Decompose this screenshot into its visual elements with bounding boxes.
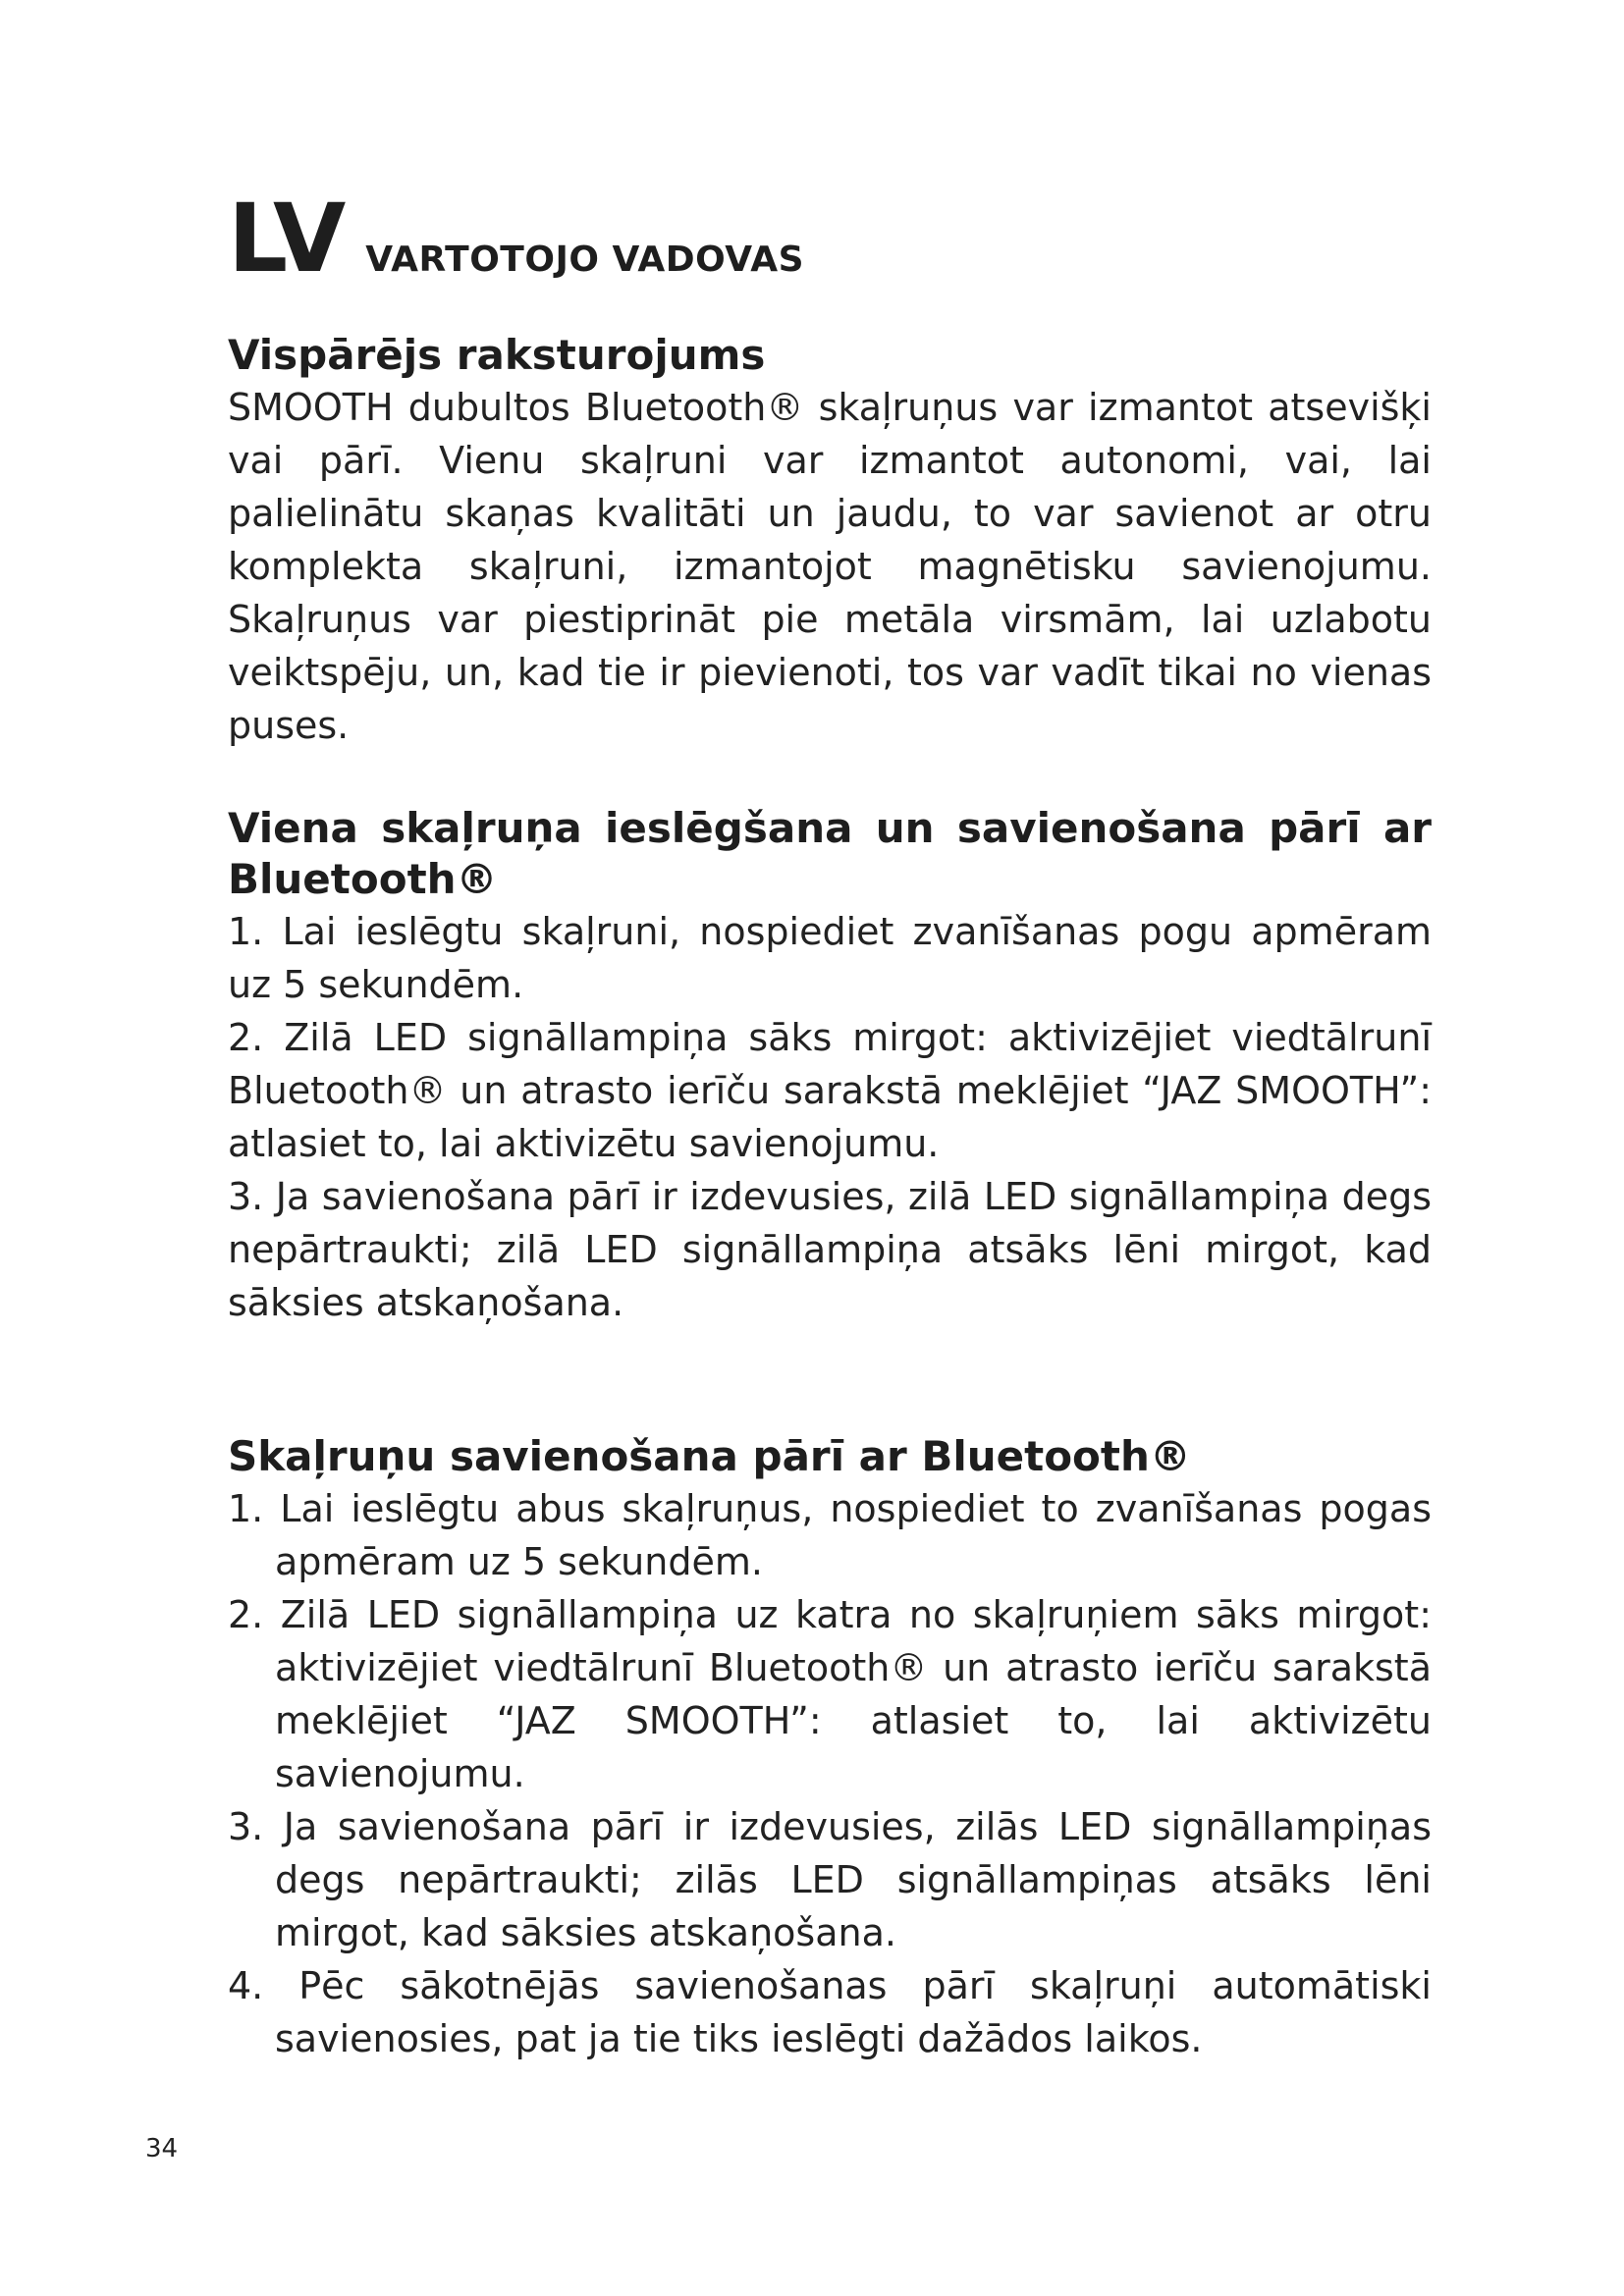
instruction-item: 2. Zilā LED signāllampiņa sāks mirgot: aktivizējiet viedtālrunī Bluetooth® un atrasto ierīču sarakstā meklējiet “JAZ SMOOTH”: atlasiet to, lai aktivizētu savienojumu.: [228, 1016, 1432, 1165]
language-code: LV: [228, 184, 345, 294]
section-general-description: [228, 330, 1432, 752]
instruction-list: [228, 1482, 1432, 2065]
section-dual-speaker-pairing: [228, 1431, 1432, 2065]
instruction-list: [228, 905, 1432, 1329]
instruction-item: 1. Lai ieslēgtu abus skaļruņus, nospiediet to zvanīšanas pogas apmēram uz 5 sekundēm.: [228, 1487, 1432, 1583]
section-heading: Viena skaļruņa ieslēgšana un savienošana pārī ar Bluetooth®: [228, 804, 1432, 903]
page-header: [228, 184, 804, 294]
section-heading: Skaļruņu savienošana pārī ar Bluetooth®: [228, 1432, 1191, 1480]
instruction-item: 3. Ja savienošana pārī ir izdevusies, zilā LED signāllampiņa degs nepārtraukti; zilā LED signāllampiņa atsāks lēni mirgot, kad sāksies atskaņošana.: [228, 1175, 1432, 1324]
instruction-item: 3. Ja savienošana pārī ir izdevusies, zilās LED signāllampiņas degs nepārtraukti; zilās LED signāllampiņas atsāks lēni mirgot, kad sāksies atskaņošana.: [228, 1805, 1432, 1954]
section-body: SMOOTH dubultos Bluetooth® skaļruņus var izmantot atsevišķi vai pārī. Vienu skaļruni var izmantot autonomi, vai, lai palielinātu skaņas kvalitāti un jaudu, to var savienot ar otru komplekta skaļruni, izmantojot magnētisku savienojumu. Skaļruņus var piestiprināt pie metāla virsmām, lai uzlabotu veiktspēju, un, kad tie ir pievienoti, tos var vadīt tikai no vienas puses.: [228, 386, 1432, 747]
section-heading: Vispārējs raksturojums: [228, 331, 766, 379]
page-number: 34: [145, 2134, 179, 2163]
section-single-speaker-pairing: [228, 803, 1432, 1329]
guide-title: VARTOTOJO VADOVAS: [365, 240, 804, 280]
instruction-item: 1. Lai ieslēgtu skaļruni, nospiediet zvanīšanas pogu apmēram uz 5 sekundēm.: [228, 910, 1432, 1006]
instruction-item: 2. Zilā LED signāllampiņa uz katra no skaļruņiem sāks mirgot: aktivizējiet viedtālrunī Bluetooth® un atrasto ierīču sarakstā meklējiet “JAZ SMOOTH”: atlasiet to, lai aktivizētu savienojumu.: [228, 1593, 1432, 1795]
instruction-item: 4. Pēc sākotnējās savienošanas pārī skaļruņi automātiski savienosies, pat ja tie tiks ieslēgti dažādos laikos.: [228, 1964, 1432, 2060]
